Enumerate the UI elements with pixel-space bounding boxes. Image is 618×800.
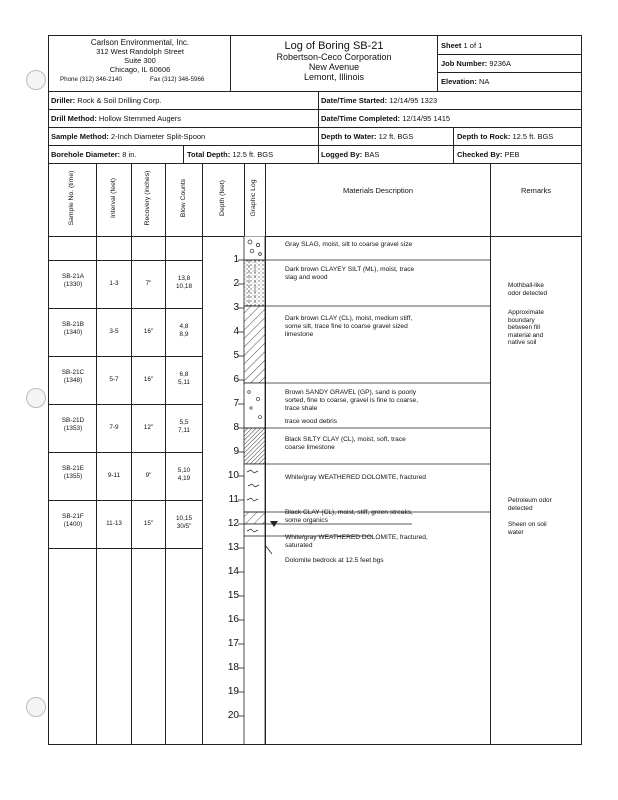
depth-tick-18: 18: [227, 662, 239, 673]
sample-interval: 7-9: [109, 424, 119, 431]
sample-row: SB-21E (1355): [61, 465, 85, 480]
sample-recovery: 7": [145, 280, 152, 287]
company-address-1: 312 West Randolph Street: [96, 47, 184, 56]
col-header-graphic-log: Graphic Log: [250, 179, 257, 217]
sample-method-field: Sample Method: 2-Inch Diameter Split-Spoon: [51, 132, 206, 141]
date-started-field: Date/Time Started: 12/14/95 1323: [321, 96, 438, 105]
graphic-slag: [244, 236, 265, 260]
binder-hole: [26, 697, 46, 717]
col-header-remarks: Remarks: [520, 186, 551, 195]
depth-tick-13: 13: [227, 542, 239, 553]
job-number-field: Job Number: 9236A: [441, 59, 512, 68]
sample-interval: 1-3: [109, 280, 119, 287]
remark-sheen: Sheen on soil water: [508, 521, 547, 536]
sample-row: SB-21B (1340): [61, 321, 85, 336]
graphic-log-area: [202, 236, 490, 745]
sample-row: SB-21A (1330): [61, 273, 85, 288]
date-completed-field: Date/Time Completed: 12/14/95 1415: [321, 114, 451, 123]
sample-interval: 9-11: [107, 472, 121, 479]
depth-tick-11: 11: [228, 494, 239, 505]
sample-blow-counts: 6,8 5,11: [178, 371, 190, 386]
depth-tick-2: 2: [233, 278, 239, 289]
depth-tick-3: 3: [233, 302, 239, 313]
col-header-recovery: Recovery (inches): [144, 170, 151, 226]
sample-row: SB-21C (1348): [61, 369, 85, 384]
depth-tick-20: 20: [227, 710, 239, 721]
sample-recovery: 16": [143, 328, 154, 335]
depth-tick-19: 19: [227, 686, 239, 697]
depth-to-rock-field: Depth to Rock: 12.5 ft. BGS: [457, 132, 554, 141]
elevation-field: Elevation: NA: [441, 77, 490, 86]
checked-by-field: Checked By: PEB: [457, 150, 520, 159]
depth-tick-1: 1: [233, 254, 239, 265]
graphic-silty-clay: [244, 428, 265, 464]
material-dolomite-saturated: White/gray WEATHERED DOLOMITE, fractured, saturated: [285, 534, 428, 549]
col-header-depth: Depth (feet): [219, 180, 226, 216]
company-city: Chicago, IL 60606: [109, 65, 171, 74]
sample-interval: 11-13: [106, 520, 122, 527]
depth-tick-14: 14: [227, 566, 239, 577]
binder-hole: [26, 388, 46, 408]
graphic-black-clay: [244, 512, 265, 524]
sample-recovery: 9": [145, 472, 152, 479]
sample-recovery: 16": [143, 376, 154, 383]
col-header-blow-counts: Blow Counts: [180, 178, 187, 218]
depth-tick-9: 9: [233, 446, 239, 457]
remark-petroleum-odor: Petroleum odor detected: [508, 497, 552, 512]
depth-tick-6: 6: [233, 374, 239, 385]
logged-by-field: Logged By: BAS: [321, 150, 380, 159]
col-header-materials: Materials Description: [342, 186, 414, 195]
log-client: Robertson-Ceco Corporation: [276, 52, 392, 62]
depth-tick-12: 12: [227, 518, 239, 529]
material-silty-clay: Black SILTY CLAY (CL), moist, soft, trace coarse limestone: [285, 436, 406, 451]
graphic-clayey-silt: [244, 260, 265, 306]
sheet-field: Sheet 1 of 1: [441, 41, 483, 50]
remark-fill-boundary: Approximate boundary between fill material and native soil: [508, 309, 544, 347]
sample-blow-counts: 5,10 4,19: [177, 467, 191, 482]
sample-blow-counts: 5,5 7,11: [178, 419, 190, 434]
sample-row: SB-21F (1400): [62, 513, 84, 528]
sample-interval: 5-7: [109, 376, 119, 383]
drill-method-field: Drill Method: Hollow Stemmed Augers: [51, 114, 182, 123]
company-phone: Phone (312) 346-2140: [60, 76, 122, 83]
depth-tick-7: 7: [233, 398, 239, 409]
material-bedrock: Dolomite bedrock at 12.5 feet bgs: [285, 557, 384, 564]
company-name: Carlson Environmental, Inc.: [90, 38, 190, 47]
depth-tick-10: 10: [227, 470, 239, 481]
sample-row: SB-21D (1353): [61, 417, 85, 432]
material-wood-debris: trace wood debris: [285, 418, 338, 425]
sample-recovery: 15": [143, 520, 154, 527]
material-sandy-gravel: Brown SANDY GRAVEL (GP), sand is poorly sorted, fine to coarse, gravel is fine to coarse, trace shale: [285, 389, 419, 412]
driller-field: Driller: Rock & Soil Drilling Corp.: [51, 96, 162, 105]
depth-tick-17: 17: [227, 638, 239, 649]
material-black-clay: Black CLAY (CL), moist, stiff, green streaks, some organics: [285, 509, 413, 524]
sample-blow-counts: 10,15 30/5": [176, 515, 192, 530]
depth-tick-15: 15: [227, 590, 239, 601]
depth-tick-8: 8: [233, 422, 239, 433]
col-header-interval: Interval (feet): [110, 177, 117, 219]
sample-blow-counts: 4,8 8,9: [179, 323, 189, 338]
sample-blow-counts: 13,8 10,18: [176, 275, 192, 290]
borehole-diameter-field: Borehole Diameter: 8 in.: [51, 150, 137, 159]
company-fax: Fax (312) 346-5966: [150, 76, 205, 83]
total-depth-field: Total Depth: 12.5 ft. BGS: [187, 150, 274, 159]
material-weathered-dolomite: White/gray WEATHERED DOLOMITE, fractured: [285, 474, 426, 481]
col-header-sample-no: Sample No. (time): [68, 170, 75, 226]
log-street: New Avenue: [308, 62, 360, 72]
depth-tick-16: 16: [227, 614, 239, 625]
remark-mothball-odor: Mothball-like odor detected: [508, 282, 548, 297]
log-title: Log of Boring SB-21: [284, 40, 384, 52]
depth-tick-5: 5: [233, 350, 239, 361]
graphic-sandy-gravel: [244, 383, 265, 428]
material-clayey-silt: Dark brown CLAYEY SILT (ML), moist, trace slag and wood: [285, 266, 415, 281]
graphic-weathered-dolomite: [244, 464, 265, 512]
log-town: Lemont, Illinois: [303, 72, 365, 82]
binder-hole: [26, 70, 46, 90]
sample-recovery: 12": [143, 424, 154, 431]
company-address-2: Suite 300: [124, 56, 156, 65]
graphic-clay: [244, 306, 265, 383]
depth-tick-4: 4: [233, 326, 239, 337]
sample-interval: 3-5: [109, 328, 119, 335]
depth-to-water-field: Depth to Water: 12 ft. BGS: [321, 132, 414, 141]
material-slag: Gray SLAG, moist, silt to coarse gravel size: [285, 241, 413, 248]
material-clay: Dark brown CLAY (CL), moist, medium stiff, some silt, trace fine to coarse gravel sized limestone: [285, 315, 413, 338]
